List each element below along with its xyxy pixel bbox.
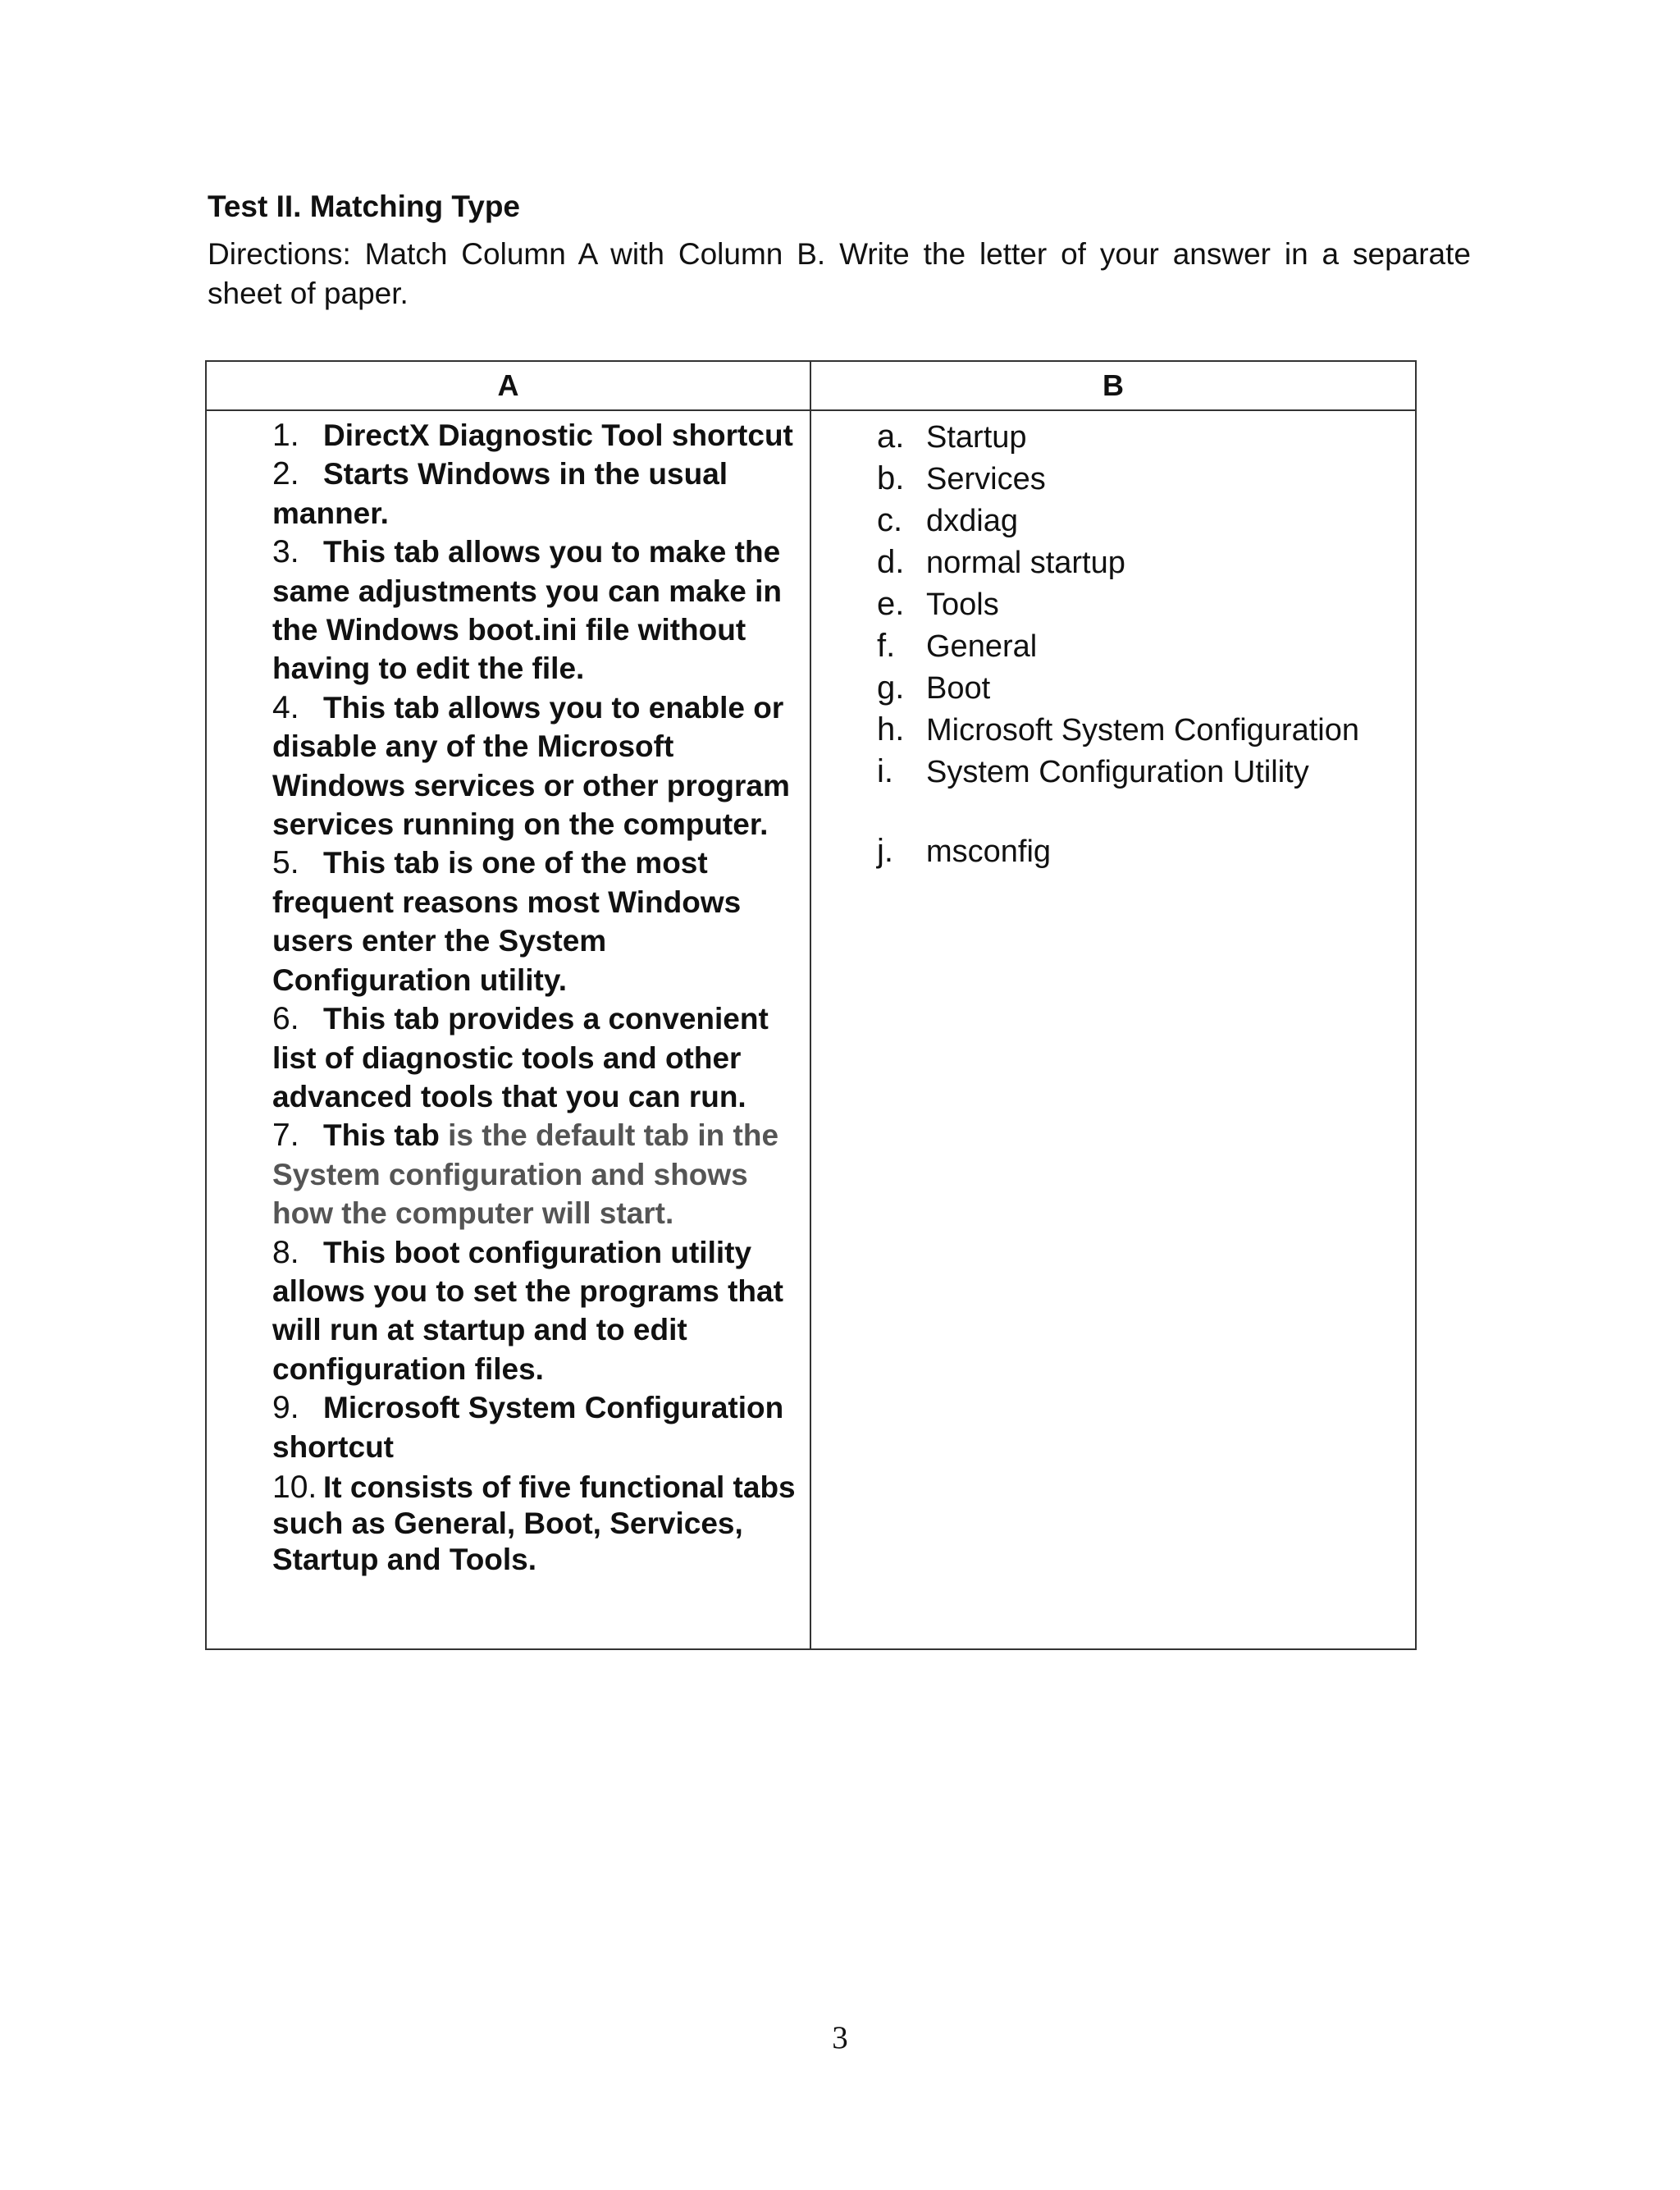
item-letter: d. <box>877 544 905 580</box>
item-text: This tab allows you to enable or disable any of the Microsoft Windows services or other program services running on the computer. <box>272 690 790 842</box>
item-text: This tab provides a convenient list of diagnostic tools and other advanced tools that you can run. <box>272 1002 769 1113</box>
item-letter: b. <box>877 460 905 496</box>
column-a-header: A <box>206 361 810 410</box>
column-a-item <box>272 533 810 688</box>
item-text: DirectX Diagnostic Tool shortcut <box>323 418 793 452</box>
column-a-item <box>272 999 810 1116</box>
item-text: This tab allows you to make the same adjustments you can make in the Windows boot.ini file without having to edit the file. <box>272 535 783 686</box>
item-number: 3. <box>272 534 299 570</box>
item-letter: a. <box>877 418 905 455</box>
item-text: normal startup <box>926 546 1125 580</box>
column-a-item <box>272 688 810 844</box>
page-title: Test II. Matching Type <box>208 190 521 223</box>
item-text-gray: is the default tab in the System configuration and shows how the computer will start. <box>272 1118 779 1231</box>
column-b-header: B <box>810 361 1416 410</box>
column-a-item <box>272 1116 810 1232</box>
item-number: 9. <box>272 1390 299 1426</box>
item-text: It consists of five functional tabs such as General, Boot, Services, Startup and Tools. <box>272 1470 796 1576</box>
item-number: 2. <box>272 456 299 492</box>
item-text: Starts Windows in the usual manner. <box>272 457 728 530</box>
item-text: msconfig <box>926 834 1052 869</box>
item-letter: f. <box>877 628 896 664</box>
column-a-cell <box>206 410 810 1649</box>
column-a-item <box>272 416 810 455</box>
item-letter: j. <box>877 833 893 869</box>
column-a-list <box>207 411 810 1578</box>
table-body-row <box>206 410 1416 1649</box>
item-text: General <box>926 629 1038 664</box>
item-letter: i. <box>877 753 893 789</box>
item-text: This tab is one of the most frequent reasons most Windows users enter the System Configuration utility. <box>272 846 742 997</box>
item-letter: h. <box>877 711 905 748</box>
column-b-item <box>877 625 1415 667</box>
item-number: 6. <box>272 1001 299 1037</box>
item-number: 7. <box>272 1118 299 1154</box>
column-b-item <box>877 500 1415 542</box>
item-letter: e. <box>877 586 905 622</box>
table-header-row <box>206 361 1416 410</box>
item-text: Microsoft System Configuration shortcut <box>272 1391 784 1464</box>
item-text: Startup <box>926 420 1027 455</box>
column-b-item <box>877 667 1415 709</box>
column-b-item <box>877 458 1415 500</box>
column-b-item <box>877 830 1415 872</box>
item-text: Services <box>926 462 1046 496</box>
column-b-item <box>877 416 1415 458</box>
directions-text: Directions: Match Column A with Column B. Write the letter of your answer in a separate sheet of paper. <box>208 237 1471 310</box>
item-number: 10. <box>272 1469 317 1505</box>
item-number: 4. <box>272 689 299 725</box>
item-text: dxdiag <box>926 504 1018 538</box>
column-b-item <box>877 542 1415 583</box>
column-a-item <box>272 1470 810 1578</box>
item-number: 1. <box>272 418 299 453</box>
column-a-item <box>272 844 810 999</box>
item-text: Microsoft System Configuration <box>926 713 1359 748</box>
column-a-item <box>272 1388 810 1466</box>
column-a-item <box>272 1233 810 1389</box>
item-number: 8. <box>272 1234 299 1270</box>
page-number: 3 <box>832 2020 848 2055</box>
item-number: 5. <box>272 845 299 881</box>
item-text: This boot configuration utility allows you to set the programs that will run at startup and to edit configuration files. <box>272 1235 783 1386</box>
item-text: This tab <box>323 1118 440 1153</box>
item-text: Tools <box>926 588 999 622</box>
column-b-item <box>877 709 1415 751</box>
column-b-cell <box>810 410 1416 1649</box>
column-b-item <box>877 751 1415 793</box>
column-b-item <box>877 583 1415 625</box>
item-text: System Configuration Utility <box>926 755 1309 789</box>
column-a-item <box>272 455 810 533</box>
item-text: Boot <box>926 671 991 706</box>
item-letter: c. <box>877 502 903 538</box>
item-letter: g. <box>877 670 905 706</box>
matching-table <box>205 360 1417 1650</box>
column-b-list <box>811 411 1415 872</box>
